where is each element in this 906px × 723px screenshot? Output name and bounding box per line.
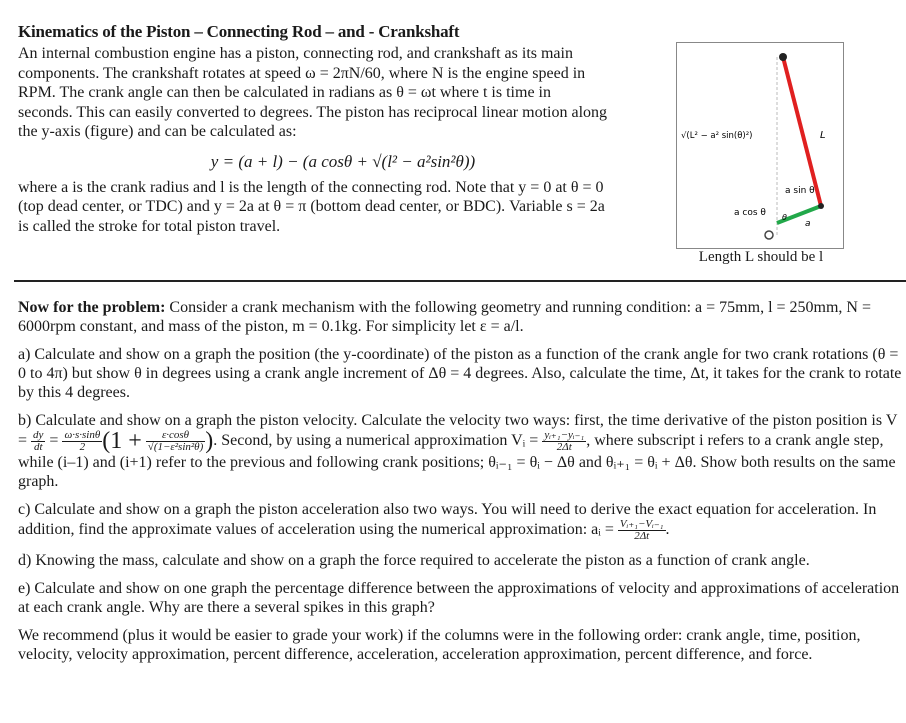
part-c [18, 500, 906, 542]
part-c-text-2: . [665, 521, 670, 539]
problem-intro-text: Consider a crank mechanism with the following geometry and running condition: a = 75mm, l = 250mm, N = 6000rpm constant, and mass of the piston, m = 0.1kg. For simplicity let ε = a/l. [18, 299, 872, 335]
equals-sign: = [49, 432, 59, 450]
intro-section [18, 22, 608, 236]
two-denominator: 2 [79, 441, 86, 453]
crank-diagram-svg [677, 43, 843, 248]
two-dt-denominator: 2Δt [556, 441, 572, 453]
numerical-acceleration-fraction [618, 519, 666, 542]
part-d: d) Knowing the mass, calculate and show on a graph the force required to accelerate the piston as a function of crank angle. [18, 552, 810, 569]
piston-pin-dot [779, 53, 787, 61]
two-dt-denominator-c: 2Δt [634, 530, 650, 542]
yy-numerator: yᵢ₊₁−yᵢ₋₁ [544, 429, 585, 441]
intro-paragraph-1: An internal combustion engine has a piston, connecting rod, and crankshaft as its main components. The crankshaft rotates at speed ω = 2πN/60, where N is the engine speed in RPM. The crank angle can then be calculated in radians as θ = ωt where t is time in seconds. This can easily converted to degrees. The piston has reciprocal linear motion along the y-axis (figure) and can be calculated as: [18, 45, 608, 140]
part-c-text-1: c) Calculate and show on a graph the piston acceleration also two ways. You will need to derive the exact equation for acceleration. In addition, find the approximate values of acceleration using the numerical approximation: aᵢ = [18, 501, 877, 539]
sqrt-denominator: √(1−ε²sin²θ) [147, 441, 204, 453]
open-paren: (1 + [102, 428, 142, 454]
acos-label: a cos θ [734, 208, 766, 218]
dy-numerator: dy [33, 429, 44, 441]
close-paren: ) [205, 428, 214, 454]
vv-numerator: Vᵢ₊₁−Vᵢ₋₁ [619, 518, 664, 530]
problem-heading: Now for the problem: [18, 299, 166, 316]
intro-paragraph-2: where a is the crank radius and l is the length of the connecting rod. Note that y = 0 at θ = 0 (top dead center, or TDC) and y = 2a at θ = π (bottom dead center, or BDC). Variable s = 2a is called the stroke for total piston travel. [18, 178, 605, 235]
a-label: a [805, 219, 811, 229]
page-title: Kinematics of the Piston – Connecting Rod – and - Crankshaft [18, 22, 460, 41]
position-equation: y = (a + l) − (a cosθ + √(l² − a²sin²θ)) [210, 151, 476, 171]
part-b-text-3: , where subscript i refers to a crank angle step, while (i–1) and (i+1) refer to the previous and following crank positions; θᵢ₋₁ = θᵢ − Δθ and θᵢ₊₁ = θᵢ + Δθ. Show both results on the same graph. [18, 432, 896, 490]
crank-pin-dot [818, 203, 824, 209]
part-b-text-2: . Second, by using a numerical approximation Vᵢ = [213, 432, 539, 450]
dydt-fraction [31, 430, 45, 453]
theta-label: θ [782, 213, 787, 222]
recommendation: We recommend (plus it would be easier to grade your work) if the columns were in the following order: crank angle, time, position, velocity, velocity approximation, percent difference, acceleration, acceleration approximation, percent difference, and force. [18, 627, 861, 663]
ecos-numerator: ε·cosθ [146, 430, 205, 442]
sqrt-label: √(L² − a² sin(θ)²) [681, 131, 753, 141]
wsin-numerator: ω·s·sinθ [64, 429, 101, 441]
connecting-rod-line [783, 57, 821, 206]
figure-caption: Length L should be l [698, 249, 824, 265]
dt-denominator: dt [33, 441, 43, 453]
section-divider [14, 280, 906, 282]
part-a: a) Calculate and show on a graph the position (the y-coordinate) of the piston as a function of the crank angle for two crank rotations (θ = 0 to 4π) but show θ in degrees using a crank angle increment of Δθ = 4 degrees. Also, calculate the time, Δt, it takes for the crank to rotate by this 4 degrees. [18, 346, 902, 401]
crank-center-circle [765, 231, 773, 239]
part-e: e) Calculate and show on one graph the percentage difference between the approximations of velocity and approximations of acceleration at each crank angle. Why are there a several spikes in this graph? [18, 580, 900, 616]
ecos-fraction [146, 430, 205, 453]
length-label: L [820, 130, 826, 141]
asin-label: a sin θ [785, 186, 815, 196]
problem-section [18, 298, 906, 673]
part-b-text-1: b) Calculate and show on a graph the piston velocity. Calculate the velocity two ways: first, the time derivative of the piston position is V = [18, 412, 898, 450]
crank-diagram [676, 42, 844, 249]
problem-intro [18, 298, 906, 336]
numerical-velocity-fraction [542, 430, 586, 453]
part-b [18, 411, 906, 491]
wsin-fraction [62, 430, 102, 453]
